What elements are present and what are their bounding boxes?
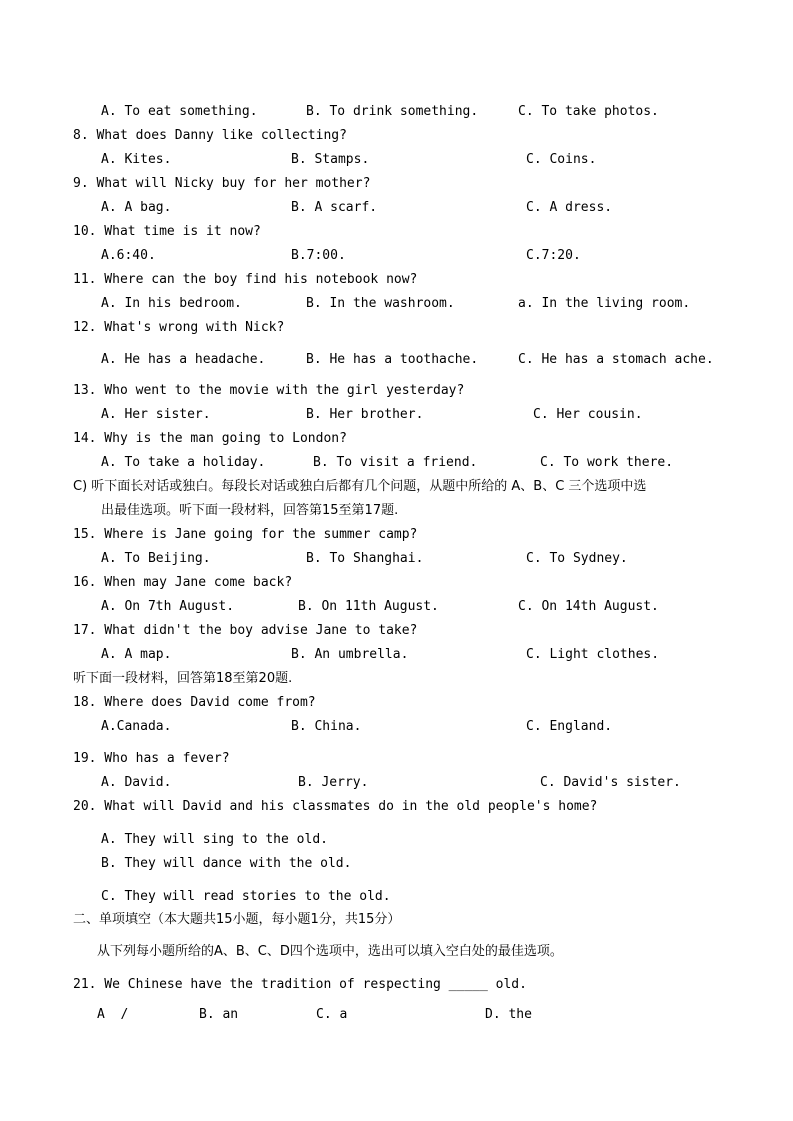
q15-option-c: C. To Sydney. [526,551,628,566]
q11-option-c: a. In the living room. [518,296,691,311]
q10-option-a: A.6:40. [101,248,156,263]
q7-option-c: C. To take photos. [518,104,659,119]
q17-stem: 17. What didn't the boy advise Jane to take? [73,623,418,638]
passage-2-instruction: 听下面一段材料，回答第18至第20题. [73,671,293,686]
q20-stem: 20. What will David and his classmates do in the old people's home? [73,799,598,814]
q14-option-b: B. To visit a friend. [313,455,478,470]
q20-option-c: C. They will read stories to the old. [101,889,391,904]
q21-stem: 21. We Chinese have the tradition of respecting _____ old. [73,977,527,992]
q16-option-c: C. On 14th August. [518,599,659,614]
q9-option-c: C. A dress. [526,200,613,215]
q15-stem: 15. Where is Jane going for the summer camp? [73,527,418,542]
q8-option-b: B. Stamps. [291,152,370,167]
q16-option-a: A. On 7th August. [101,599,235,614]
section-2-instruction: 从下列每小题所给的A、B、C、D四个选项中，选出可以填入空白处的最佳选项。 [97,944,563,959]
q19-stem: 19. Who has a fever? [73,751,230,766]
q20-option-b: B. They will dance with the old. [101,856,352,871]
q12-stem: 12. What's wrong with Nick? [73,320,285,335]
q21-option-a: A / [97,1007,129,1022]
q11-option-a: A. In his bedroom. [101,296,242,311]
q8-option-a: A. Kites. [101,152,172,167]
q13-option-c: C. Her cousin. [533,407,643,422]
q21-option-b: B. an [199,1007,239,1022]
q19-option-c: C. David's sister. [540,775,681,790]
q17-option-a: A. A map. [101,647,172,662]
q16-stem: 16. When may Jane come back? [73,575,293,590]
q7-option-b: B. To drink something. [306,104,479,119]
section-c-instruction-line2: 出最佳选项。听下面一段材料，回答第15至第17题. [101,503,399,518]
q12-option-b: B. He has a toothache. [306,352,479,367]
q18-option-c: C. England. [526,719,613,734]
q19-option-a: A. David. [101,775,172,790]
q7-option-a: A. To eat something. [101,104,258,119]
q13-option-a: A. Her sister. [101,407,211,422]
q18-option-a: A.Canada. [101,719,172,734]
q9-stem: 9. What will Nicky buy for her mother? [73,176,371,191]
q17-option-c: C. Light clothes. [526,647,660,662]
section-2-title: 二、单项填空（本大题共15小题，每小题1分，共15分） [73,912,401,927]
q17-option-b: B. An umbrella. [291,647,409,662]
q10-option-b: B.7:00. [291,248,346,263]
q13-option-b: B. Her brother. [306,407,424,422]
q14-stem: 14. Why is the man going to London? [73,431,347,446]
q16-option-b: B. On 11th August. [298,599,439,614]
q11-stem: 11. Where can the boy find his notebook now? [73,272,418,287]
q21-option-d: D. the [485,1007,532,1022]
q12-option-c: C. He has a stomach ache. [518,352,714,367]
q20-option-a: A. They will sing to the old. [101,832,328,847]
q14-option-a: A. To take a holiday. [101,455,266,470]
q15-option-a: A. To Beijing. [101,551,211,566]
q18-option-b: B. China. [291,719,362,734]
q21-option-c: C. a [316,1007,348,1022]
q9-option-b: B. A scarf. [291,200,378,215]
q14-option-c: C. To work there. [540,455,674,470]
q9-option-a: A. A bag. [101,200,172,215]
q10-option-c: C.7:20. [526,248,581,263]
q15-option-b: B. To Shanghai. [306,551,424,566]
q11-option-b: B. In the washroom. [306,296,455,311]
q10-stem: 10. What time is it now? [73,224,261,239]
q12-option-a: A. He has a headache. [101,352,266,367]
section-c-instruction-line1: C) 听下面长对话或独白。每段长对话或独白后都有几个问题，从题中所给的 A、B、C 三个选项中选 [73,479,647,494]
q8-stem: 8. What does Danny like collecting? [73,128,347,143]
q19-option-b: B. Jerry. [298,775,369,790]
q18-stem: 18. Where does David come from? [73,695,316,710]
q8-option-c: C. Coins. [526,152,597,167]
q13-stem: 13. Who went to the movie with the girl yesterday? [73,383,465,398]
